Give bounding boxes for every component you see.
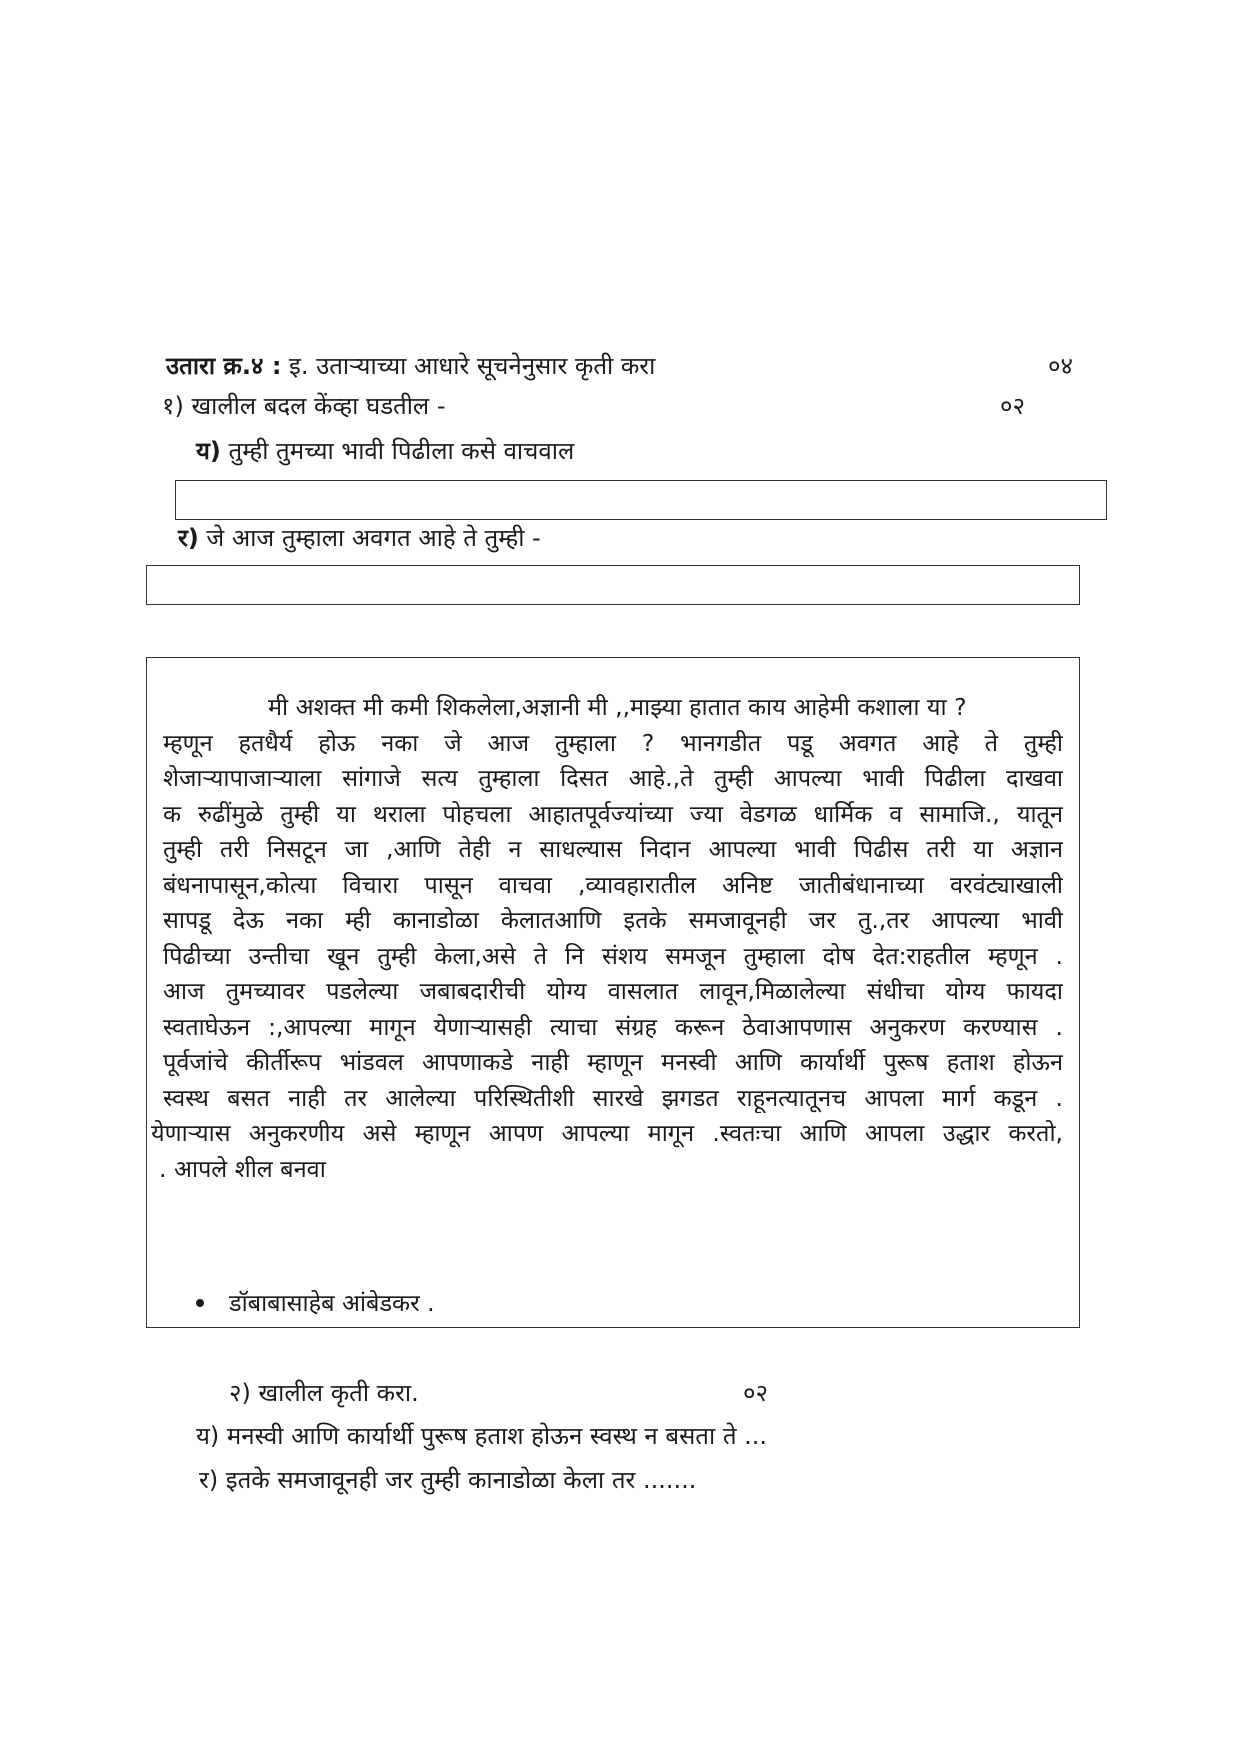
answer-box-1b[interactable] [146,565,1080,605]
passage-line-10: स्वताघेऊन :,आपल्या मागून येणाऱ्यासही त्याचा संग्रह करून ठेवाआपणास अनुकरण करण्यास . [163,1013,1063,1041]
passage-line-1: मी अशक्त मी कमी शिकलेला,अज्ञानी मी ,,माझ्या हातात काय आहेमी कशाला या ? [268,693,967,721]
question-1b-text: जे आज तुम्हाला अवगत आहे ते तुम्ही - [198,524,541,552]
section-title-instruction: इ. उताऱ्याच्या आधारे सूचनेनुसार कृती करा [281,352,656,380]
passage-attribution: डॉबाबासाहेब आंबेडकर . [229,1289,435,1317]
passage-line-2: म्हणून हतधैर्य होऊ नका जे आज तुम्हाला ? भानगडीत पडू अवगत आहे ते तुम्ही [163,729,1063,757]
question-1-marks: ०२ [1000,392,1025,420]
passage-line-11: पूर्वजांचे कीर्तीरूप भांडवल आपणाकडे नाही म्हाणून मनस्वी आणि कार्यार्थी पुरूष हताश होऊन [163,1048,1063,1076]
question-1b [178,523,541,553]
question-1a-label: य) [196,437,221,465]
passage-box [146,657,1080,1328]
question-2a: य) मनस्वी आणि कार्यार्थी पुरूष हताश होऊन स्वस्थ न बसता ते ... [196,1422,768,1450]
passage-line-5: तुम्ही तरी निसटून जा ,आणि तेही न साधल्यास निदान आपल्या भावी पिढीस तरी या अज्ञान [163,835,1063,863]
question-1a-text: तुम्ही तुमच्या भावी पिढीला कसे वाचवाल [220,437,575,465]
question-1a [196,436,574,466]
section-title [166,351,655,381]
passage-line-3: शेजाऱ्यापाजाऱ्याला सांगाजे सत्य तुम्हाला दिसत आहे.,ते तुम्ही आपल्या भावी पिढीला दाखवा [163,764,1063,792]
passage-line-9: आज तुमच्यावर पडलेल्या जबाबदारीची योग्य वासलात लावून,मिळालेल्या संधीचा योग्य फायदा [163,977,1063,1005]
question-2-marks: ०२ [743,1379,768,1407]
answer-box-1a[interactable] [175,480,1107,520]
passage-line-7: सापडू देऊ नका म्ही कानाडोळा केलातआणि इतके समजावूनही जर तु.,तर आपल्या भावी [163,906,1063,934]
section-marks: ०४ [1048,352,1073,380]
question-1-text: १) खालील बदल केंव्हा घडतील - [162,392,446,420]
passage-line-4: क रुढींमुळे तुम्ही या थराला पोहचला आहातपूर्वज्यांच्या ज्या वेडगळ धार्मिक व सामाजि., यातून [163,800,1063,828]
passage-line-6: बंधनापासून,कोत्या विचारा पासून वाचवा ,व्यावहारातील अनिष्ट जातीबंधानाच्या वरवंट्याखाली [163,871,1063,899]
passage-line-14: . आपले शील बनवा [159,1155,326,1183]
section-title-number: उतारा क्र.४ : [166,352,282,380]
passage-line-13: येणाऱ्यास अनुकरणीय असे म्हाणून आपण आपल्या मागून .स्वतःचा आणि आपला उद्धार करतो, [151,1119,1063,1147]
question-1b-label: र) [178,524,199,552]
passage-line-12: स्वस्थ बसत नाही तर आलेल्या परिस्थितीशी सारखे झगडत राहूनत्यातूनच आपला मार्ग कडून . [163,1084,1063,1112]
question-2b: र) इतके समजावूनही जर तुम्ही कानाडोळा केला तर ....... [199,1466,697,1494]
bullet-icon [196,1299,204,1307]
question-2-text: २) खालील कृती करा. [229,1379,419,1407]
passage-line-8: पिढीच्या उन्तीचा खून तुम्ही केला,असे ते नि संशय समजून तुम्हाला दोष देत:राहतील म्हणून . [163,942,1063,970]
